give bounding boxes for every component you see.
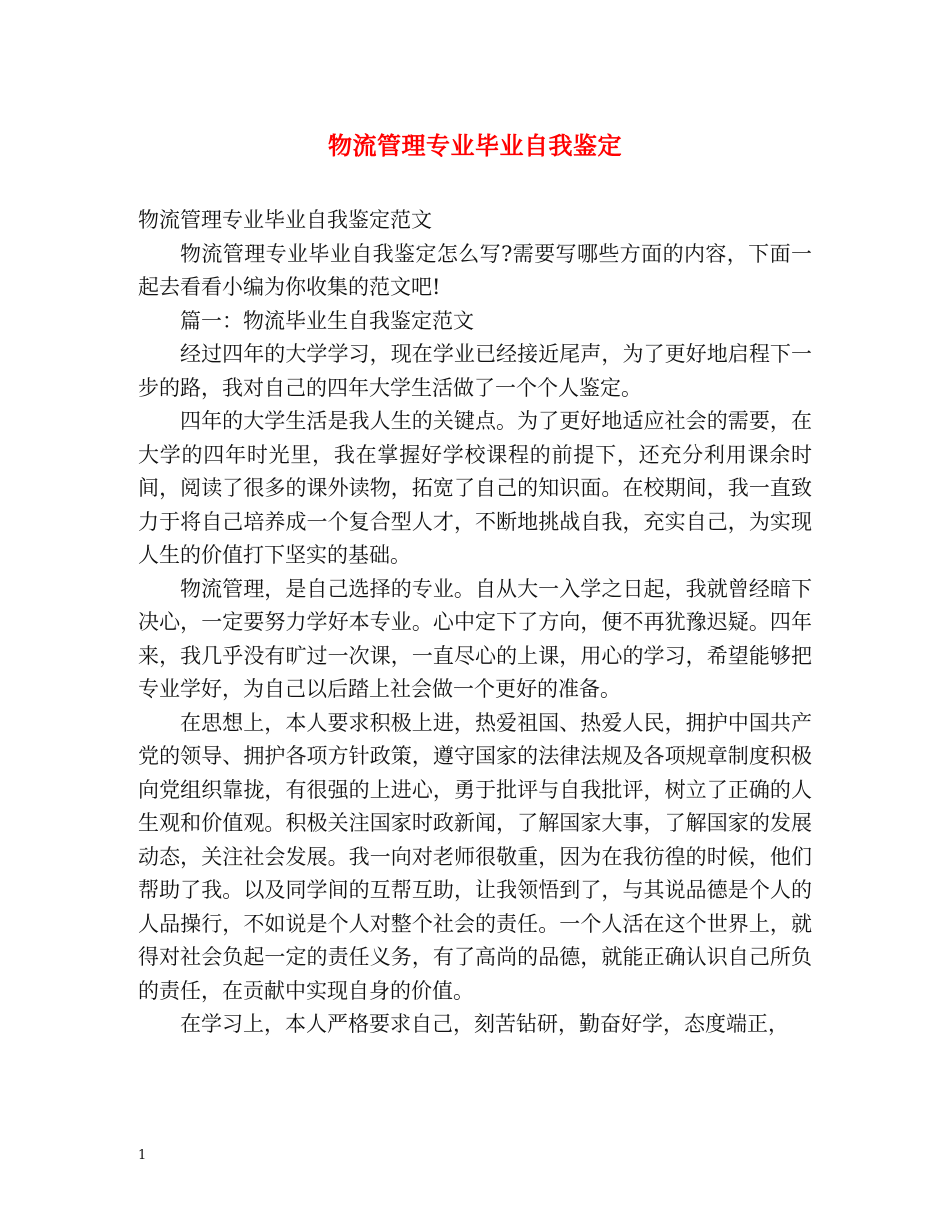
body-paragraph: 四年的大学生活是我人生的关键点。为了更好地适应社会的需要，在大学的四年时光里，我在掌握好学校课程的前提下，还充分利用课余时间，阅读了很多的课外读物，拓宽了自己的知识面。在校期间，我一直致力于将自己培养成一个复合型人才，不断地挑战自我，充实自己，为实现人生的价值打下坚实的基础。 bbox=[138, 409, 812, 567]
page-number: 1 bbox=[138, 1148, 147, 1163]
section-heading: 篇一：物流毕业生自我鉴定范文 bbox=[180, 308, 474, 333]
body-paragraph: 在学习上，本人严格要求自己，刻苦钻研，勤奋好学，态度端正， bbox=[180, 1012, 789, 1036]
body-paragraph: 在思想上，本人要求积极上进，热爱祖国、热爱人民，拥护中国共产党的领导、拥护各项方针政策，遵守国家的法律法规及各项规章制度积极向党组织靠拢，有很强的上进心，勇于批评与自我批评，树立了正确的人生观和价值观。积极关注国家时政新闻，了解国家大事，了解国家的发展动态，关注社会发展。我一向对老师很敬重，因为在我彷徨的时候，他们帮助了我。以及同学间的互帮互助，让我领悟到了，与其说品德是个人的人品操行，不如说是个人对整个社会的责任。一个人活在这个世界上，就得对社会负起一定的责任义务，有了高尚的品德，就能正确认识自己所负的责任，在贡献中实现自身的价值。 bbox=[138, 710, 812, 1003]
body-paragraph: 物流管理，是自己选择的专业。自从大一入学之日起，我就曾经暗下决心，一定要努力学好本专业。心中定下了方向，便不再犹豫迟疑。四年来，我几乎没有旷过一次课，一直尽心的上课，用心的学习，希望能够把专业学好，为自己以后踏上社会做一个更好的准备。 bbox=[138, 576, 812, 701]
subtitle-line: 物流管理专业毕业自我鉴定范文 bbox=[138, 208, 432, 232]
document-body bbox=[138, 204, 812, 1042]
document-title: 物流管理专业毕业自我鉴定 bbox=[328, 131, 622, 160]
intro-paragraph: 物流管理专业毕业自我鉴定怎么写?需要写哪些方面的内容，下面一起去看看小编为你收集的范文吧! bbox=[138, 241, 812, 299]
body-paragraph: 经过四年的大学学习，现在学业已经接近尾声，为了更好地启程下一步的路，我对自己的四年大学生活做了一个个人鉴定。 bbox=[138, 342, 812, 400]
